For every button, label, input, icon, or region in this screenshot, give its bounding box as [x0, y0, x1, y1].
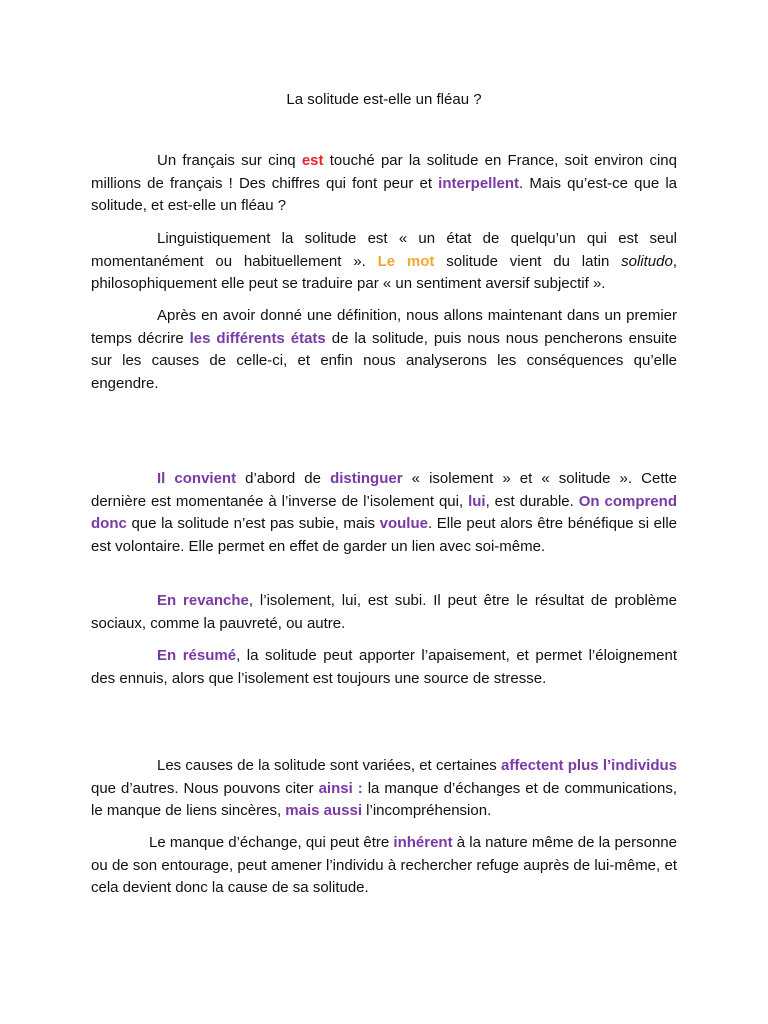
highlighted-word: inhérent	[393, 834, 453, 851]
text-run: , l’isolement, lui, est subi. Il peut être le résultat de problème sociaux, comme la pauvreté, ou autre.	[91, 592, 677, 632]
highlighted-word: distinguer	[330, 470, 403, 487]
text-run: de la solitude, puis nous nous pencherons ensuite sur les causes de celle-ci, et enfin nous analyserons les conséquences qu’elle engendre.	[91, 329, 677, 392]
highlighted-word: Il convient	[157, 470, 237, 487]
highlighted-word: ainsi :	[318, 779, 363, 797]
text-run: . Mais qu’est-ce que la solitude, et est-elle un fléau ?	[91, 174, 677, 214]
highlighted-word: mais aussi	[285, 802, 362, 819]
document-title: La solitude est-elle un fléau ?	[286, 91, 482, 108]
part2-paragraph-1	[91, 755, 677, 823]
text-run: Un français sur cinq	[157, 152, 302, 169]
intro-paragraph-1	[91, 150, 677, 218]
highlighted-word: En résumé	[157, 647, 237, 664]
text-run: touché par la solitude en France, soit environ cinq millions de français ! Des chiffres qui font peur et	[91, 152, 677, 192]
part1-paragraph-2	[91, 590, 677, 635]
text-run: que la solitude n’est pas subie, mais	[126, 515, 380, 532]
text-run: à la nature même de la personne ou de son entourage, peut amener l’individu à rechercher refuge auprès de lui-même, et cela devient donc la cause de sa solitude.	[91, 834, 677, 896]
part1-paragraph-1	[91, 468, 677, 558]
text-run: Le manque d’échange, qui peut être	[149, 834, 394, 851]
text-run: Linguistiquement la solitude est « un état de quelqu’un qui est seul momentanément ou habituellement ».	[91, 230, 677, 270]
text-run: la manque d’échanges et de communications, le manque de liens sincères,	[91, 779, 677, 819]
part2-paragraph-2	[91, 832, 677, 900]
text-run: , est durable.	[485, 492, 579, 510]
part1-paragraph-3	[91, 645, 677, 690]
highlighted-word: les différents états	[189, 329, 326, 347]
text-run: Après en avoir donné une définition, nous allons maintenant dans un premier temps décrire	[91, 307, 677, 347]
text-run: l’incompréhension.	[362, 802, 492, 819]
text-run: Les causes de la solitude sont variées, et certaines	[157, 757, 502, 774]
highlighted-word: lui	[468, 492, 486, 510]
text-run: solitudo	[621, 252, 673, 270]
text-run: , philosophiquement elle peut se traduire par « un sentiment aversif subjectif ».	[91, 252, 677, 292]
text-run: « isolement » et « solitude ». Cette dernière est momentanée à l’inverse de l’isolement qui,	[91, 470, 677, 510]
text-run: . Elle peut alors être bénéfique si elle est volontaire. Elle permet en effet de garder un lien avec soi-même.	[91, 515, 678, 555]
highlighted-word: Le mot	[377, 252, 435, 270]
text-run: solitude vient du latin	[434, 252, 622, 270]
intro-paragraph-3	[91, 305, 677, 395]
highlighted-word: affectent plus l’individus	[501, 757, 677, 774]
highlighted-word: En revanche	[157, 592, 249, 609]
highlighted-word: est	[301, 152, 324, 169]
highlighted-word: voulue	[379, 515, 428, 532]
text-run: , la solitude peut apporter l’apaisement, et permet l’éloignement des ennuis, alors que l’isolement est toujours une source de stresse.	[91, 647, 677, 687]
text-run: que d’autres. Nous pouvons citer	[91, 779, 319, 797]
text-run: d’abord de	[236, 470, 331, 487]
intro-paragraph-2	[91, 228, 677, 296]
highlighted-word: On comprend donc	[91, 492, 677, 532]
highlighted-word: interpellent	[438, 174, 520, 192]
